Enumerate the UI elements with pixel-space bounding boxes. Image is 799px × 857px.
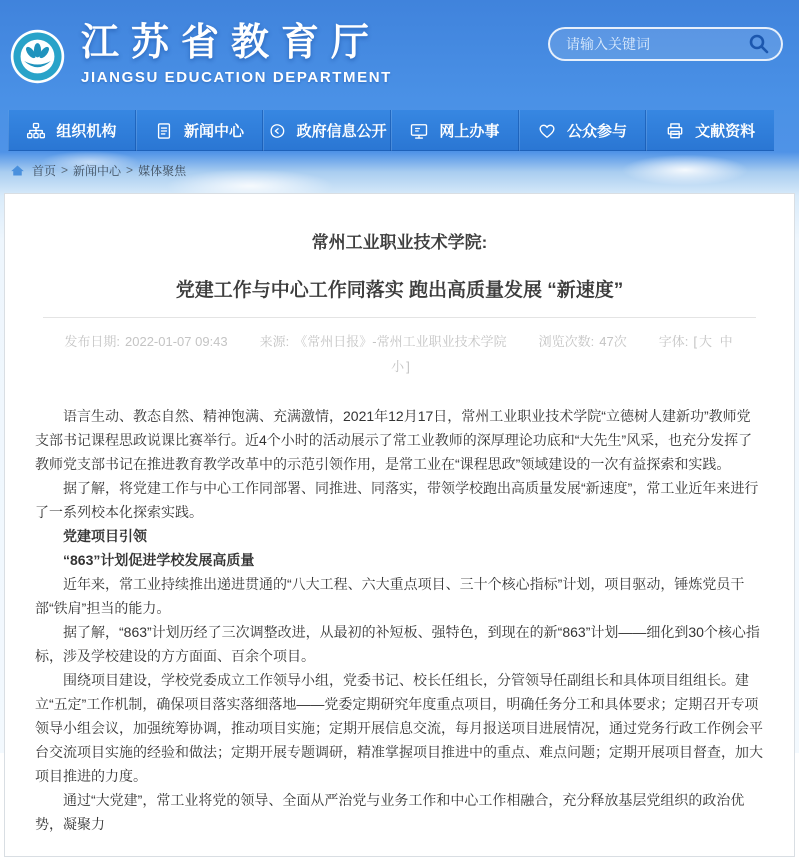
sitemap-icon	[26, 121, 46, 141]
nav-item-org[interactable]	[8, 110, 136, 151]
article-paragraph: 语言生动、教态自然、精神饱满、充满激情，2021年12月17日，常州工业职业技术学院“立德树人建新功”教师党支部书记课程思政说课比赛举行。近4个小时的活动展示了常工业教师的深厚理论功底和“大先生”风采，也充分发挥了教师党支部书记在推进教育教学改革中的示范引领作用，是常工业在“课程思政”领域建设的一次有益探索和实践。	[35, 408, 753, 472]
article-paragraph: 围绕项目建设，学校党委成立工作领导小组，党委书记、校长任组长，分管领导任副组长和具体项目组组长。建立“五定”工作机制，确保项目落实落细落地——党委定期研究年度重点项目，明确任务分工和具体要求；定期召开专项领导小组会议，加强统筹协调，推动项目实施；定期开展信息交流，每月报送项目进展情况，通过党务行政工作例会平台交流项目实施的经验和做法；定期开展专题调研，精准掌握项目推进中的重点、难点问题；定期开展项目督查，加大项目推进的力度。	[35, 672, 763, 784]
education-department-logo-icon	[9, 28, 66, 85]
article-panel	[4, 193, 795, 857]
source-label: 来源:	[259, 334, 290, 349]
article-paragraph: 据了解，将党建工作与中心工作同部署、同推进、同落实，带领学校跑出高质量发展“新速度”，常工业近年来进行了一系列校本化探索实践。	[35, 480, 759, 520]
nav-item-documents[interactable]	[646, 110, 774, 151]
breadcrumb-separator: >	[126, 163, 134, 177]
view-count	[539, 331, 627, 350]
view-count-value: 47次	[599, 334, 627, 349]
article-title-line2: 党建工作与中心工作同落实 跑出高质量发展 “新速度”	[175, 280, 624, 301]
font-size-large[interactable]: 大	[698, 334, 712, 349]
site-title-block	[81, 24, 392, 86]
search-button[interactable]	[747, 32, 781, 56]
heart-icon	[537, 121, 557, 141]
font-size-medium[interactable]: 中	[719, 334, 733, 349]
main-nav	[8, 110, 774, 151]
nav-item-participation[interactable]	[519, 110, 647, 151]
search-box	[548, 27, 783, 61]
breadcrumb-item-1[interactable]: 首页	[32, 163, 57, 178]
font-bracket-open: [	[693, 334, 697, 349]
view-count-label: 浏览次数:	[538, 334, 595, 349]
font-bracket-close: ]	[406, 359, 410, 374]
breadcrumb-item-3: 媒体聚焦	[138, 163, 187, 178]
info-disclosure-icon	[267, 121, 287, 141]
site-brand	[9, 24, 392, 86]
publish-date-value: 2022-01-07 09:43	[125, 334, 228, 349]
nav-item-label: 新闻中心	[183, 123, 244, 140]
article-paragraph: 近年来，常工业持续推出递进贯通的“八大工程、六大重点项目、三十个核心指标”计划，项目驱动，锤炼党员干部“铁肩”担当的能力。	[35, 576, 745, 616]
nav-item-label: 文献资料	[695, 123, 756, 140]
source-value: 《常州日报》-常州工业职业技术学院	[294, 334, 507, 349]
site-name: 江苏省教育厅	[81, 22, 382, 64]
printer-archive-icon	[665, 121, 685, 141]
nav-item-label: 网上办事	[439, 123, 500, 140]
search-input[interactable]	[550, 36, 747, 52]
nav-item-label: 公众参与	[566, 123, 627, 140]
nav-item-label: 政府信息公开	[296, 123, 387, 140]
article-body	[35, 404, 764, 836]
article-title-line1: 常州工业职业技术学院:	[311, 233, 488, 252]
online-service-monitor-icon	[409, 121, 429, 141]
search-icon	[747, 32, 771, 56]
font-size-control	[659, 331, 735, 350]
breadcrumb	[10, 160, 799, 180]
nav-item-label: 组织机构	[56, 123, 117, 140]
article-subheading: “863”计划促进学校发展高质量	[63, 552, 255, 568]
home-icon	[10, 164, 25, 177]
breadcrumb-separator: >	[61, 163, 69, 177]
article-source	[260, 331, 507, 350]
site-header	[0, 0, 799, 110]
article-subheading: 党建项目引领	[63, 528, 147, 544]
publish-date-label: 发布日期:	[64, 334, 120, 349]
news-document-icon	[154, 121, 174, 141]
font-size-label: 字体:	[658, 334, 689, 349]
title-divider	[43, 317, 756, 318]
nav-item-news[interactable]	[136, 110, 264, 151]
article-paragraph: 据了解，“863”计划历经了三次调整改进，从最初的补短板、强特色，到现在的新“863”计划——细化到30个核心指标，涉及学校建设的方方面面、百余个项目。	[35, 624, 760, 664]
nav-item-disclosure[interactable]	[263, 110, 391, 151]
site-subtitle: JIANGSU EDUCATION DEPARTMENT	[81, 69, 392, 86]
article-meta	[35, 331, 764, 375]
breadcrumb-item-2[interactable]: 新闻中心	[73, 163, 122, 178]
font-size-small[interactable]: 小	[391, 359, 405, 374]
font-size-small-group	[389, 356, 410, 375]
article-paragraph: 通过“大党建”，常工业将党的领导、全面从严治党与业务工作和中心工作相融合，充分释放基层党组织的政治优势，凝聚力	[35, 792, 745, 832]
publish-date	[64, 331, 227, 350]
nav-item-service[interactable]	[391, 110, 519, 151]
